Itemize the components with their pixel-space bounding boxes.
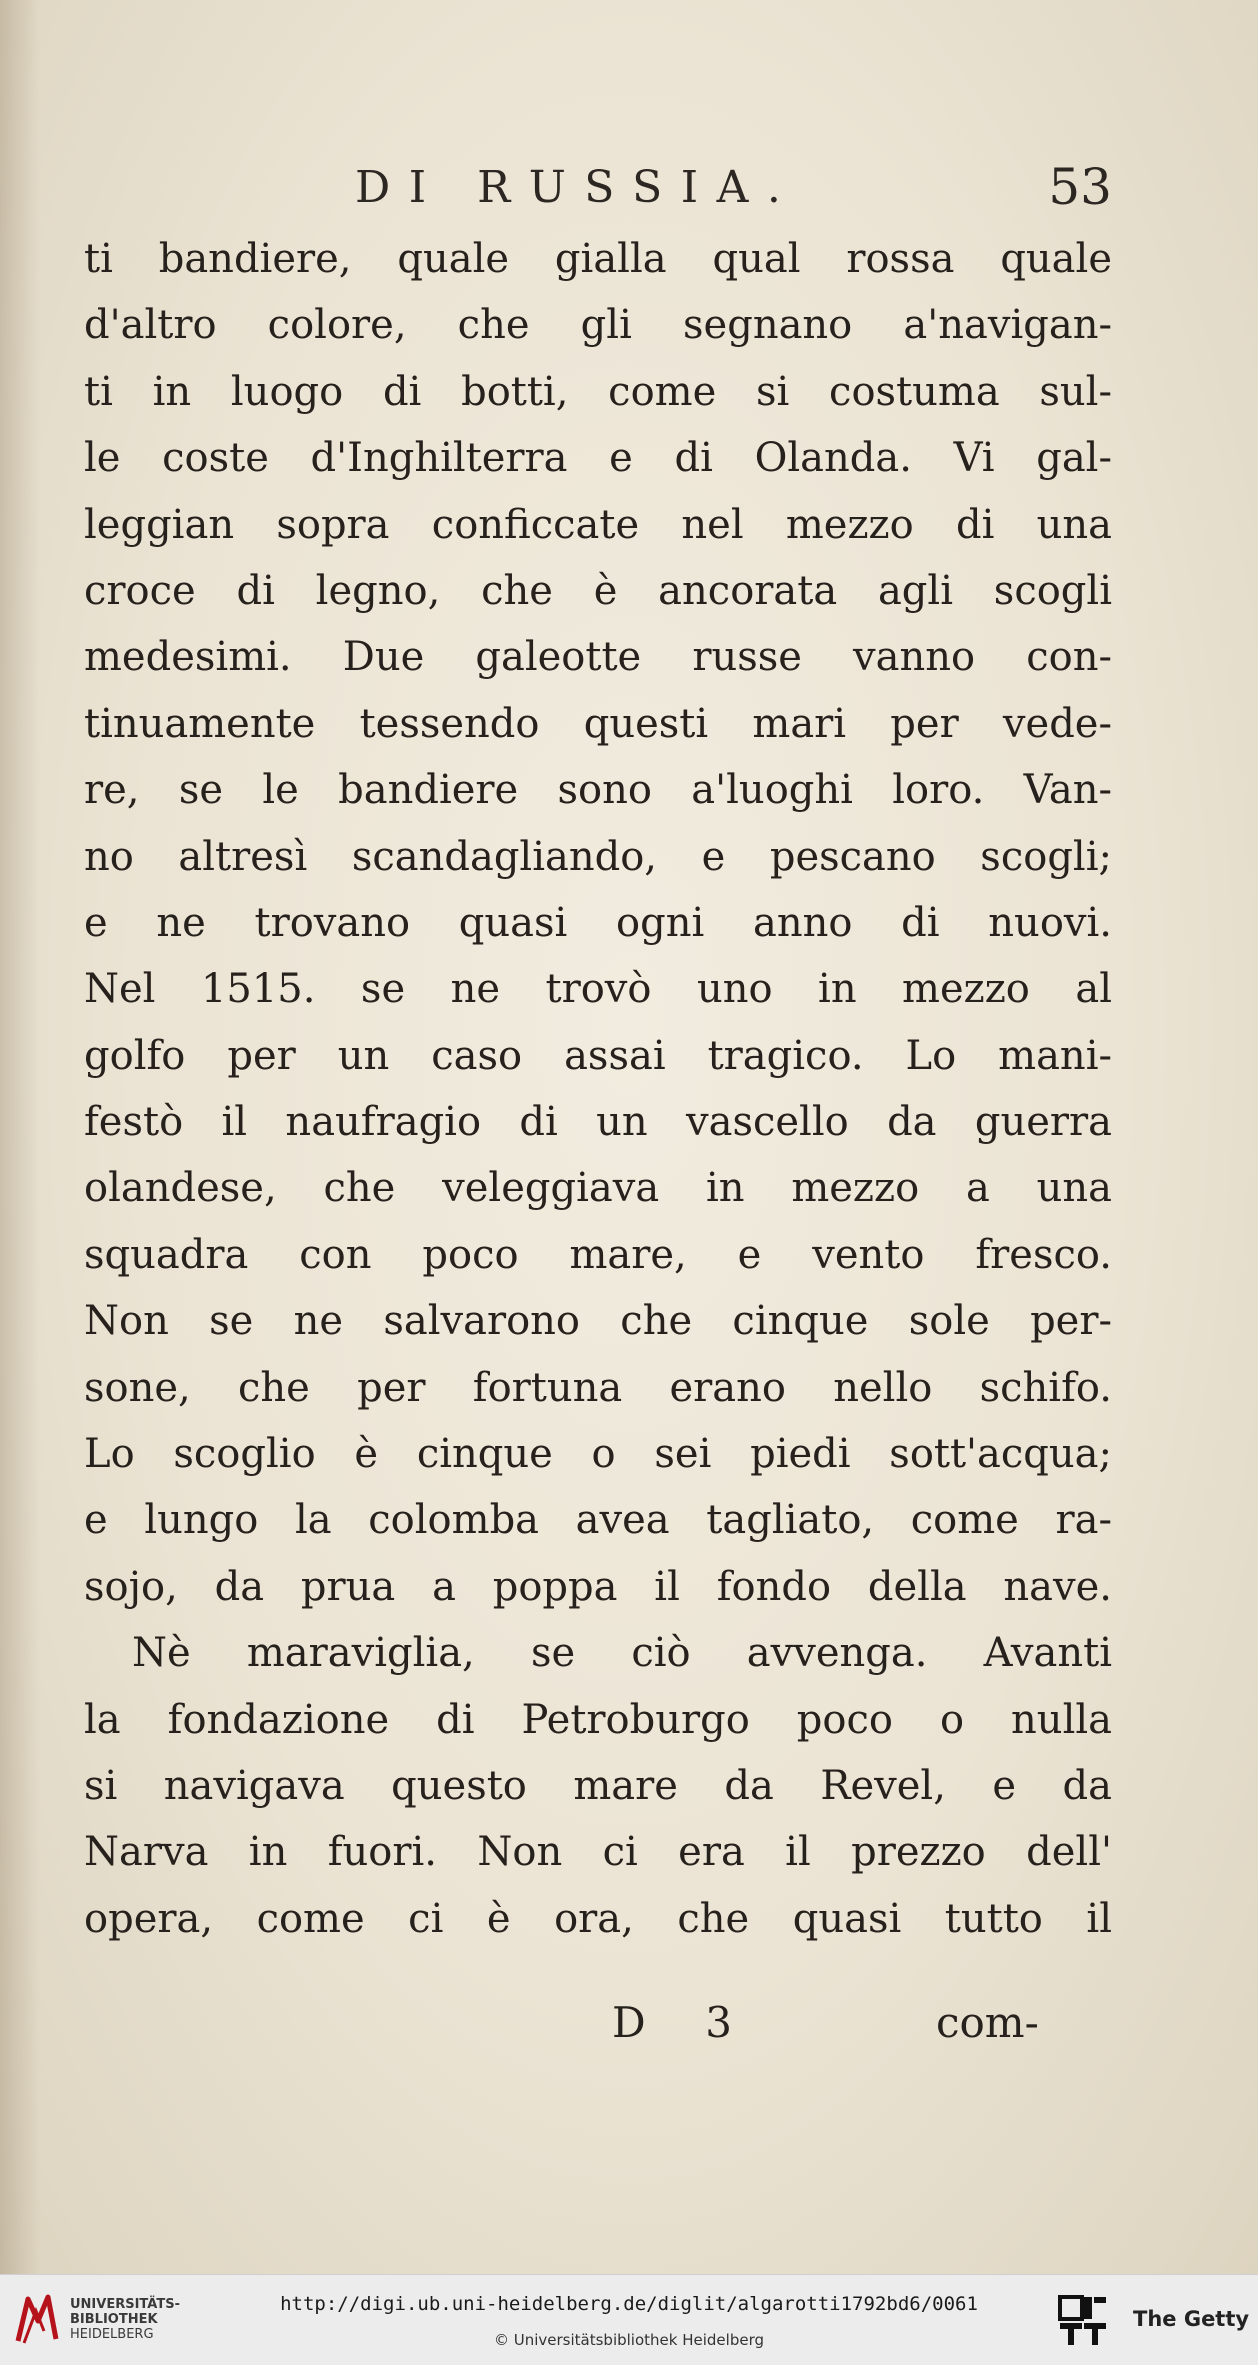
viewer-footer [0,2274,1258,2365]
text-line: sone, che per fortuna erano nello schifo. [84,1364,1112,1411]
catchword: com- [936,1998,1039,2047]
text-line: croce di legno, che è ancorata agli scogli [84,567,1112,614]
text-line: olandese, che veleggiava in mezzo a una [84,1165,1112,1212]
text-line: e ne trovano quasi ogni anno di nuovi. [84,899,1112,946]
text-line: Non se ne salvarono che cinque sole per- [84,1298,1112,1345]
text-line: si navigava questo mare da Revel, e da [84,1762,1112,1809]
text-line: e lungo la colomba avea tagliato, come ra- [84,1497,1112,1544]
text-line: Nel 1515. se ne trovò uno in mezzo al [84,966,1112,1013]
getty-logo-icon [1058,2295,1108,2349]
text-line: ti bandiere, quale gialla qual rossa quale [84,236,1112,282]
signature-line [0,1990,1258,2060]
page-number: 53 [1048,158,1112,216]
running-head: DI RUSSIA. [355,162,800,213]
page-header [0,150,1258,220]
library-name: UNIVERSITÄTS- BIBLIOTHEK HEIDELBERG [70,2297,180,2342]
text-line: opera, come ci è ora, che quasi tutto il [84,1895,1112,1942]
text-line: le coste d'Inghilterra e di Olanda. Vi gal- [84,435,1112,482]
text-line: medesimi. Due galeotte russe vanno con- [84,634,1112,681]
text-line: squadra con poco mare, e vento fresco. [84,1231,1112,1278]
text-line: no altresì scandagliando, e pescano scogli; [84,833,1112,880]
text-line: tinuamente tessendo questi mari per vede- [84,700,1112,747]
text-line: la fondazione di Petroburgo poco o nulla [84,1696,1112,1743]
text-line: festò il naufragio di un vascello da guerra [84,1099,1112,1146]
text-line: ti in luogo di botti, come si costuma sul- [84,368,1112,415]
getty-partner: The Getty [1133,2307,1250,2331]
text-line: sojo, da prua a poppa il fondo della nave. [84,1563,1112,1610]
text-line: Nè maraviglia, se ciò avvenga. Avanti [132,1630,1112,1677]
text-line: golfo per un caso assai tragico. Lo mani- [84,1032,1112,1079]
text-line: Lo scoglio è cinque o sei piedi sott'acqua; [84,1431,1112,1478]
body-text [84,226,1112,1952]
copyright-notice: © Universitätsbibliothek Heidelberg [493,2331,764,2349]
text-line: Narva in fuori. Non ci era il prezzo dell' [84,1829,1112,1876]
permalink-url[interactable]: http://digi.ub.uni-heidelberg.de/diglit/algarotti1792bd6/0061 [280,2293,978,2315]
text-line: re, se le bandiere sono a'luoghi loro. Van- [84,767,1112,814]
signature-mark: D 3 [612,1998,756,2047]
text-line: d'altro colore, che gli segnano a'navigan- [84,302,1112,349]
text-line: leggian sopra conficcate nel mezzo di una [84,501,1112,548]
